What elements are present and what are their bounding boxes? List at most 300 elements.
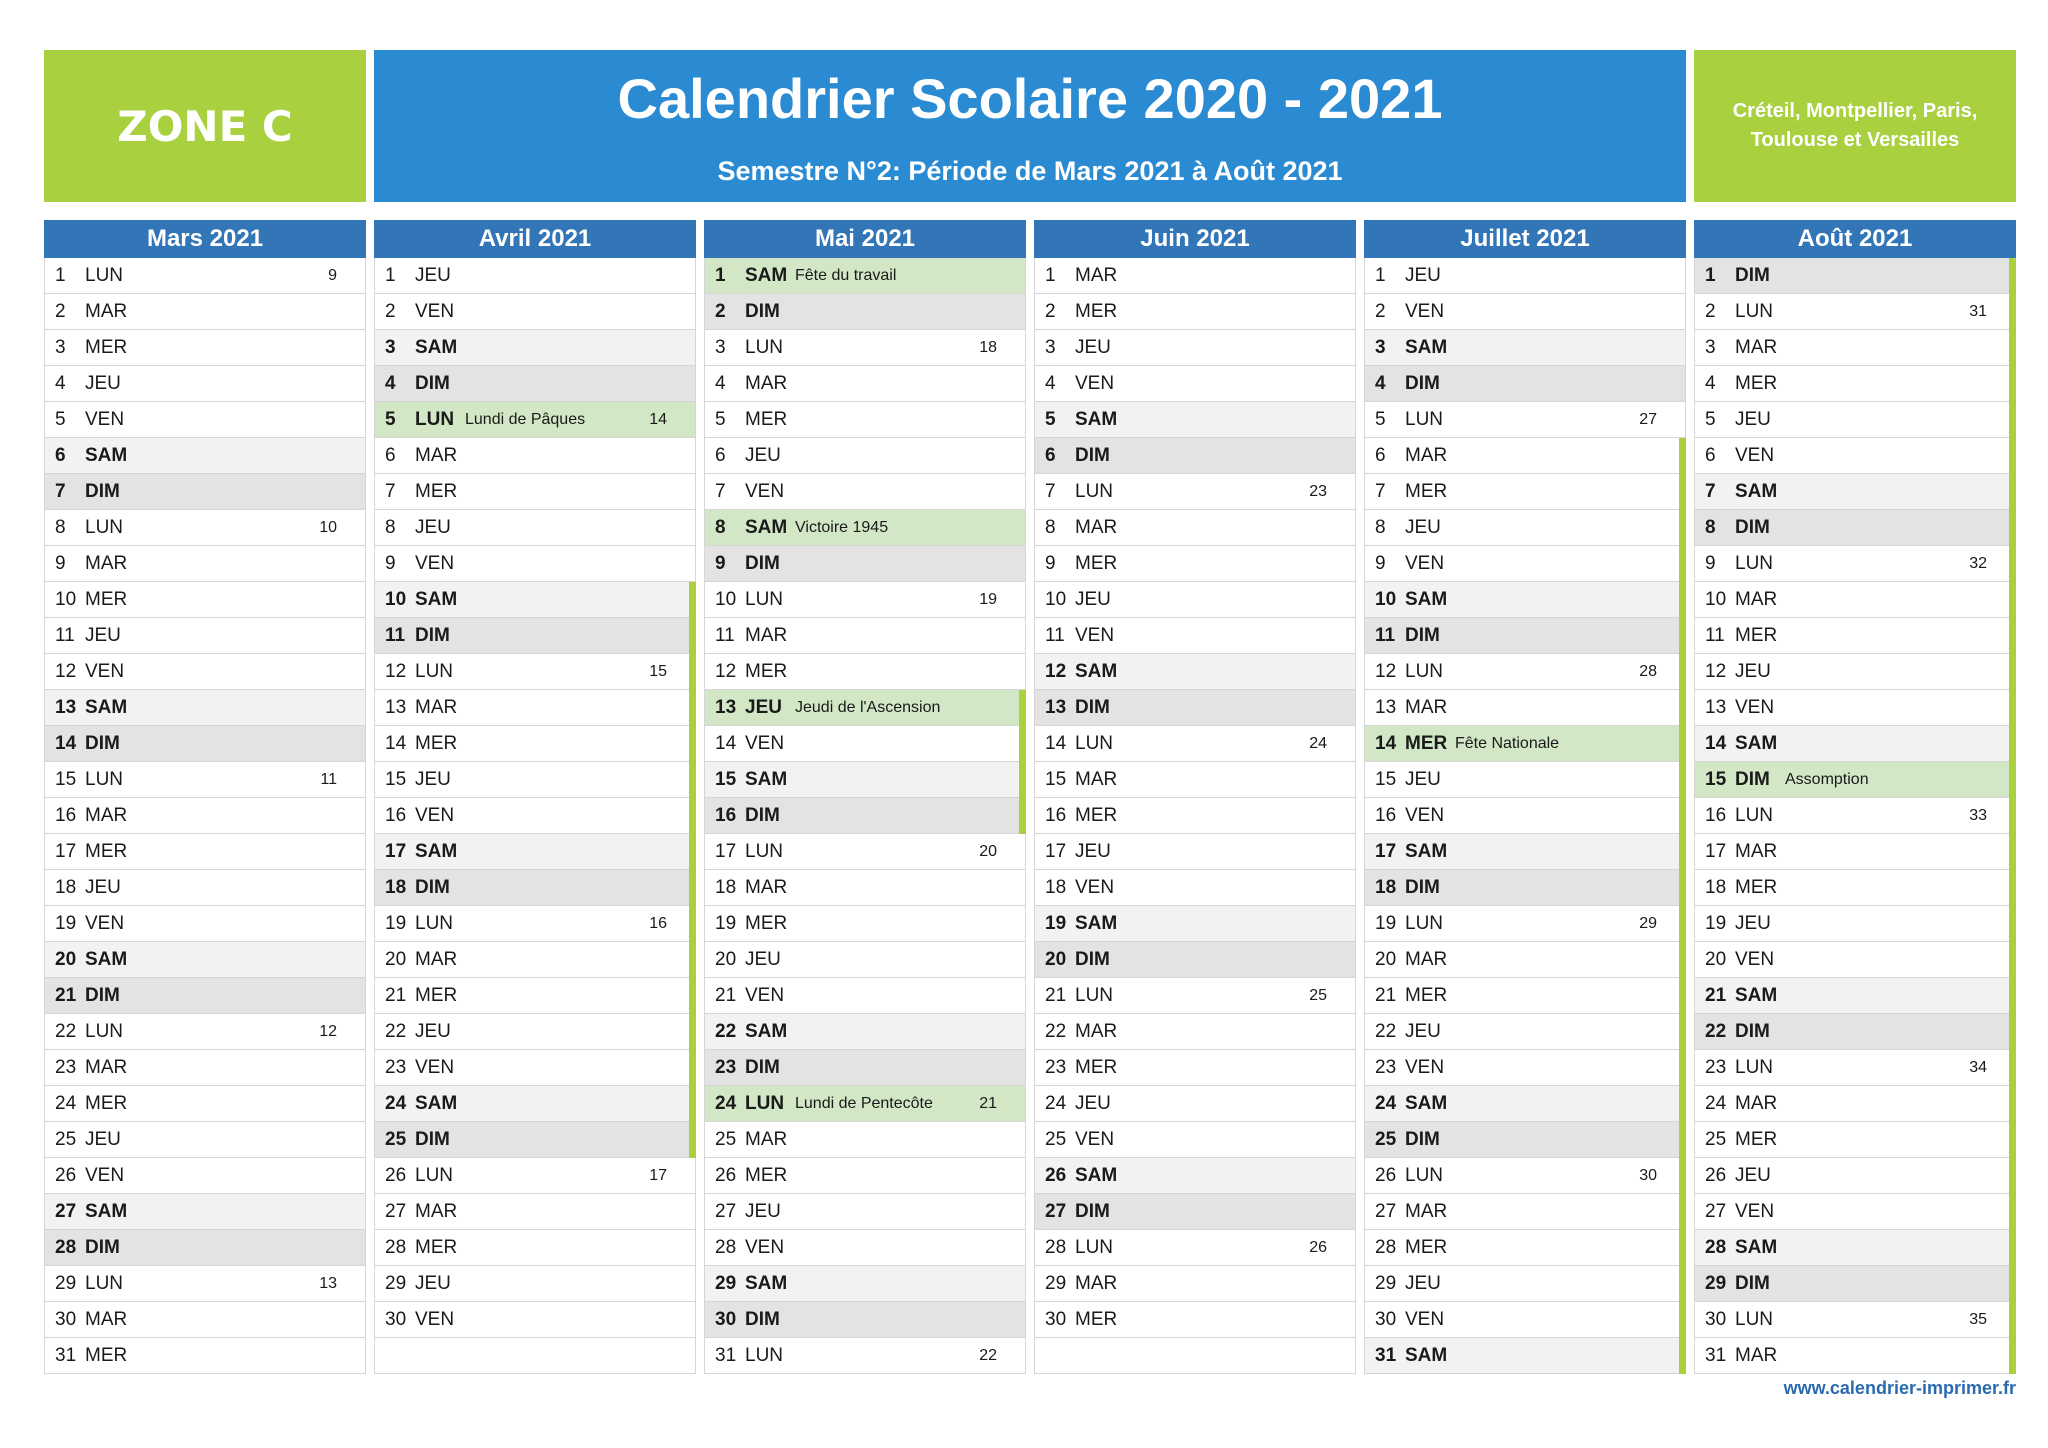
weekday-label: MER bbox=[85, 1345, 128, 1366]
day-row bbox=[1035, 402, 1355, 438]
day-number: 5 bbox=[1045, 409, 1056, 430]
day-row bbox=[375, 1230, 695, 1266]
week-number: 31 bbox=[1969, 303, 1987, 320]
day-number: 30 bbox=[385, 1309, 407, 1330]
day-number: 30 bbox=[1045, 1309, 1067, 1330]
weekday-label: SAM bbox=[415, 1093, 458, 1114]
month-column bbox=[1034, 220, 1356, 1374]
day-row bbox=[1035, 1158, 1355, 1194]
weekday-label: MAR bbox=[1735, 1093, 1778, 1114]
day-number: 16 bbox=[1045, 805, 1067, 826]
day-number: 5 bbox=[1375, 409, 1386, 430]
month-header: Août 2021 bbox=[1694, 220, 2016, 258]
weekday-label: MER bbox=[1075, 301, 1118, 322]
weekday-label: MAR bbox=[415, 1201, 458, 1222]
weekday-label: JEU bbox=[415, 1021, 451, 1042]
month-column bbox=[1694, 220, 2016, 1374]
weekday-label: SAM bbox=[85, 697, 128, 718]
day-row bbox=[1695, 870, 2015, 906]
day-number: 30 bbox=[55, 1309, 77, 1330]
day-row bbox=[1695, 942, 2015, 978]
weekday-label: MER bbox=[1735, 625, 1778, 646]
day-row bbox=[45, 1230, 365, 1266]
day-row bbox=[1035, 870, 1355, 906]
day-number: 14 bbox=[1375, 733, 1397, 754]
weekday-label: MER bbox=[415, 733, 458, 754]
day-row bbox=[45, 1338, 365, 1374]
weekday-label: VEN bbox=[1075, 373, 1115, 394]
month-header: Juillet 2021 bbox=[1364, 220, 1686, 258]
day-number: 21 bbox=[715, 985, 737, 1006]
day-number: 11 bbox=[55, 625, 75, 646]
weekday-label: DIM bbox=[745, 301, 780, 322]
day-row bbox=[1035, 474, 1355, 510]
weekday-label: SAM bbox=[415, 841, 458, 862]
day-number: 9 bbox=[715, 553, 726, 574]
weekday-label: MAR bbox=[1075, 1021, 1118, 1042]
day-number: 5 bbox=[385, 409, 396, 430]
day-row bbox=[45, 690, 365, 726]
holiday-label: Fête du travail bbox=[795, 267, 897, 284]
day-number: 19 bbox=[1375, 913, 1397, 934]
week-number: 12 bbox=[319, 1023, 337, 1040]
week-number: 14 bbox=[649, 411, 667, 428]
day-number: 12 bbox=[385, 661, 407, 682]
day-row bbox=[705, 402, 1025, 438]
day-number: 31 bbox=[1705, 1345, 1727, 1366]
day-row bbox=[1695, 978, 2015, 1014]
day-row bbox=[45, 1086, 365, 1122]
day-row bbox=[1695, 906, 2015, 942]
day-row bbox=[1035, 366, 1355, 402]
day-number: 16 bbox=[1375, 805, 1397, 826]
day-row bbox=[1365, 546, 1685, 582]
week-number: 27 bbox=[1639, 411, 1657, 428]
weekday-label: LUN bbox=[85, 769, 124, 790]
day-list bbox=[1034, 258, 1356, 1374]
day-row bbox=[375, 366, 695, 402]
day-row bbox=[375, 726, 695, 762]
day-row bbox=[375, 1050, 695, 1086]
weekday-label: DIM bbox=[1075, 1201, 1110, 1222]
day-row bbox=[375, 1014, 695, 1050]
weekday-label: SAM bbox=[415, 589, 458, 610]
weekday-label: DIM bbox=[1735, 769, 1770, 790]
day-number: 22 bbox=[55, 1021, 77, 1042]
weekday-label: MAR bbox=[1405, 1201, 1448, 1222]
day-row bbox=[1695, 1086, 2015, 1122]
weekday-label: SAM bbox=[745, 769, 788, 790]
day-list bbox=[1694, 258, 2016, 1374]
weekday-label: DIM bbox=[415, 373, 450, 394]
day-number: 21 bbox=[1705, 985, 1727, 1006]
week-number: 23 bbox=[1309, 483, 1327, 500]
day-number: 3 bbox=[1375, 337, 1386, 358]
day-number: 13 bbox=[385, 697, 407, 718]
weekday-label: DIM bbox=[85, 985, 120, 1006]
day-number: 4 bbox=[715, 373, 726, 394]
weekday-label: LUN bbox=[415, 1165, 454, 1186]
week-number: 34 bbox=[1969, 1059, 1987, 1076]
day-number: 9 bbox=[1705, 553, 1716, 574]
footer-url[interactable]: www.calendrier-imprimer.fr bbox=[1783, 1378, 2016, 1398]
weekday-label: VEN bbox=[1075, 1129, 1115, 1150]
day-row bbox=[375, 1194, 695, 1230]
day-number: 1 bbox=[1375, 265, 1386, 286]
day-row bbox=[1695, 294, 2015, 330]
day-row bbox=[705, 618, 1025, 654]
day-row bbox=[1695, 546, 2015, 582]
day-number: 29 bbox=[715, 1273, 737, 1294]
day-number: 24 bbox=[55, 1093, 77, 1114]
day-row bbox=[705, 726, 1025, 762]
day-row bbox=[1365, 618, 1685, 654]
day-row bbox=[45, 762, 365, 798]
day-row bbox=[1695, 834, 2015, 870]
day-number: 18 bbox=[1705, 877, 1727, 898]
day-row bbox=[1695, 510, 2015, 546]
day-number: 23 bbox=[385, 1057, 407, 1078]
day-row bbox=[1695, 1266, 2015, 1302]
weekday-label: SAM bbox=[1075, 1165, 1118, 1186]
day-row bbox=[1365, 402, 1685, 438]
holiday-label: Fête Nationale bbox=[1455, 735, 1560, 752]
day-number: 13 bbox=[55, 697, 77, 718]
day-number: 18 bbox=[385, 877, 407, 898]
weekday-label: JEU bbox=[745, 445, 781, 466]
day-row bbox=[45, 726, 365, 762]
weekday-label: DIM bbox=[1405, 1129, 1440, 1150]
day-number: 23 bbox=[1375, 1057, 1397, 1078]
weekday-label: JEU bbox=[1075, 589, 1111, 610]
weekday-label: MAR bbox=[85, 301, 128, 322]
weekday-label: DIM bbox=[745, 805, 780, 826]
day-number: 30 bbox=[1375, 1309, 1397, 1330]
day-row bbox=[1035, 258, 1355, 294]
weekday-label: MAR bbox=[1075, 769, 1118, 790]
day-row bbox=[375, 942, 695, 978]
weekday-label: DIM bbox=[415, 877, 450, 898]
weekday-label: LUN bbox=[745, 841, 784, 862]
weekday-label: DIM bbox=[745, 1309, 780, 1330]
day-row bbox=[45, 1014, 365, 1050]
day-row bbox=[1365, 1230, 1685, 1266]
day-row bbox=[705, 1122, 1025, 1158]
day-row bbox=[705, 762, 1025, 798]
day-number: 4 bbox=[1375, 373, 1386, 394]
weekday-label: MER bbox=[85, 589, 128, 610]
weekday-label: VEN bbox=[745, 481, 785, 502]
day-row bbox=[705, 798, 1025, 834]
weekday-label: LUN bbox=[745, 589, 784, 610]
day-number: 7 bbox=[55, 481, 66, 502]
day-row bbox=[1695, 1158, 2015, 1194]
day-number: 31 bbox=[1375, 1345, 1397, 1366]
weekday-label: MAR bbox=[1735, 841, 1778, 862]
weekday-label: JEU bbox=[415, 517, 451, 538]
week-number: 15 bbox=[649, 663, 667, 680]
day-number: 13 bbox=[1045, 697, 1067, 718]
day-number: 28 bbox=[715, 1237, 737, 1258]
day-number: 27 bbox=[1045, 1201, 1067, 1222]
day-row bbox=[1035, 510, 1355, 546]
day-number: 24 bbox=[385, 1093, 407, 1114]
day-list bbox=[374, 258, 696, 1374]
day-row bbox=[1035, 654, 1355, 690]
day-row bbox=[375, 654, 695, 690]
weekday-label: MAR bbox=[1405, 697, 1448, 718]
day-row bbox=[375, 1122, 695, 1158]
day-number: 18 bbox=[715, 877, 737, 898]
week-number: 29 bbox=[1639, 915, 1657, 932]
day-number: 22 bbox=[1045, 1021, 1067, 1042]
day-row bbox=[1365, 654, 1685, 690]
day-number: 12 bbox=[1705, 661, 1727, 682]
week-number: 22 bbox=[979, 1347, 997, 1364]
holiday-label: Assomption bbox=[1785, 771, 1869, 788]
day-number: 27 bbox=[55, 1201, 77, 1222]
day-row bbox=[1365, 510, 1685, 546]
day-row bbox=[705, 258, 1025, 294]
weekday-label: LUN bbox=[1735, 1309, 1774, 1330]
day-row bbox=[705, 870, 1025, 906]
day-number: 7 bbox=[1705, 481, 1716, 502]
day-number: 4 bbox=[1045, 373, 1056, 394]
day-number: 25 bbox=[715, 1129, 737, 1150]
weekday-label: DIM bbox=[1075, 445, 1110, 466]
day-number: 21 bbox=[55, 985, 77, 1006]
day-number: 2 bbox=[385, 301, 396, 322]
day-number: 12 bbox=[1375, 661, 1397, 682]
weekday-label: VEN bbox=[1075, 877, 1115, 898]
day-row bbox=[1365, 1158, 1685, 1194]
holiday-label: Lundi de Pentecôte bbox=[795, 1095, 933, 1112]
weekday-label: VEN bbox=[415, 301, 455, 322]
day-number: 25 bbox=[385, 1129, 407, 1150]
weekday-label: LUN bbox=[415, 409, 455, 430]
day-row bbox=[1365, 906, 1685, 942]
weekday-label: MER bbox=[745, 661, 788, 682]
day-number: 1 bbox=[715, 265, 726, 286]
weekday-label: SAM bbox=[1075, 661, 1118, 682]
month-column bbox=[1364, 220, 1686, 1374]
day-row bbox=[1365, 294, 1685, 330]
day-number: 19 bbox=[55, 913, 77, 934]
day-number: 12 bbox=[715, 661, 737, 682]
day-row bbox=[45, 1302, 365, 1338]
day-row bbox=[705, 438, 1025, 474]
holiday-label: Jeudi de l'Ascension bbox=[795, 699, 941, 716]
day-row bbox=[45, 510, 365, 546]
day-number: 26 bbox=[715, 1165, 737, 1186]
day-number: 16 bbox=[715, 805, 737, 826]
week-number: 21 bbox=[979, 1095, 997, 1112]
day-number: 19 bbox=[385, 913, 407, 934]
day-number: 23 bbox=[55, 1057, 77, 1078]
day-row bbox=[45, 366, 365, 402]
day-row bbox=[1035, 798, 1355, 834]
day-number: 11 bbox=[1375, 625, 1396, 646]
day-row bbox=[705, 906, 1025, 942]
day-row bbox=[1695, 438, 2015, 474]
day-number: 26 bbox=[1375, 1165, 1397, 1186]
header-banner bbox=[374, 50, 1686, 202]
weekday-label: JEU bbox=[1735, 661, 1771, 682]
day-number: 10 bbox=[1375, 589, 1397, 610]
day-number: 1 bbox=[385, 265, 396, 286]
day-row bbox=[375, 798, 695, 834]
day-number: 9 bbox=[385, 553, 396, 574]
day-number: 21 bbox=[1375, 985, 1397, 1006]
weekday-label: DIM bbox=[1405, 877, 1440, 898]
day-row bbox=[1035, 1050, 1355, 1086]
day-row bbox=[375, 438, 695, 474]
weekday-label: SAM bbox=[1735, 1237, 1778, 1258]
weekday-label: DIM bbox=[85, 733, 120, 754]
day-number: 18 bbox=[1375, 877, 1397, 898]
day-row bbox=[1695, 654, 2015, 690]
day-row bbox=[1035, 906, 1355, 942]
day-row bbox=[705, 546, 1025, 582]
day-number: 1 bbox=[55, 265, 66, 286]
day-list bbox=[704, 258, 1026, 1374]
day-number: 4 bbox=[55, 373, 66, 394]
day-number: 31 bbox=[55, 1345, 77, 1366]
weekday-label: MAR bbox=[85, 1057, 128, 1078]
day-row bbox=[705, 1230, 1025, 1266]
day-number: 26 bbox=[55, 1165, 77, 1186]
weekday-label: VEN bbox=[85, 913, 125, 934]
day-row bbox=[1035, 942, 1355, 978]
weekday-label: SAM bbox=[1075, 409, 1118, 430]
day-number: 22 bbox=[385, 1021, 407, 1042]
cities-label: Créteil, Montpellier, Paris, Toulouse et Versailles bbox=[1694, 50, 2016, 202]
day-number: 14 bbox=[55, 733, 77, 754]
day-number: 3 bbox=[1705, 337, 1716, 358]
month-column bbox=[44, 220, 366, 1374]
empty-row bbox=[1035, 1338, 1355, 1374]
week-number: 18 bbox=[979, 339, 997, 356]
day-number: 15 bbox=[1705, 769, 1727, 790]
day-number: 8 bbox=[1705, 517, 1716, 538]
day-number: 6 bbox=[55, 445, 66, 466]
holiday-label: Victoire 1945 bbox=[795, 519, 889, 536]
weekday-label: DIM bbox=[745, 553, 780, 574]
day-row bbox=[705, 1158, 1025, 1194]
day-number: 20 bbox=[715, 949, 737, 970]
weekday-label: LUN bbox=[85, 517, 124, 538]
weekday-label: LUN bbox=[85, 1273, 124, 1294]
weekday-label: JEU bbox=[1075, 337, 1111, 358]
day-number: 6 bbox=[715, 445, 726, 466]
day-row bbox=[1035, 582, 1355, 618]
weekday-label: DIM bbox=[1405, 373, 1440, 394]
day-number: 29 bbox=[1045, 1273, 1067, 1294]
day-row bbox=[1365, 1266, 1685, 1302]
weekday-label: MAR bbox=[745, 373, 788, 394]
day-number: 13 bbox=[1375, 697, 1397, 718]
weekday-label: MAR bbox=[1405, 445, 1448, 466]
weekday-label: JEU bbox=[1405, 1273, 1441, 1294]
day-row bbox=[375, 402, 695, 438]
weekday-label: MER bbox=[1735, 373, 1778, 394]
weekday-label: SAM bbox=[85, 1201, 128, 1222]
day-number: 28 bbox=[1045, 1237, 1067, 1258]
month-header: Mai 2021 bbox=[704, 220, 1026, 258]
day-row bbox=[45, 834, 365, 870]
day-number: 27 bbox=[715, 1201, 737, 1222]
day-number: 30 bbox=[715, 1309, 737, 1330]
day-number: 14 bbox=[385, 733, 407, 754]
day-row bbox=[375, 618, 695, 654]
day-row bbox=[1365, 834, 1685, 870]
weekday-label: MER bbox=[745, 409, 788, 430]
week-number: 32 bbox=[1969, 555, 1987, 572]
weekday-label: LUN bbox=[1735, 1057, 1774, 1078]
day-number: 29 bbox=[55, 1273, 77, 1294]
day-row bbox=[45, 870, 365, 906]
weekday-label: MER bbox=[1405, 985, 1448, 1006]
day-number: 27 bbox=[1375, 1201, 1397, 1222]
day-number: 14 bbox=[1045, 733, 1067, 754]
weekday-label: MER bbox=[415, 1237, 458, 1258]
weekday-label: MAR bbox=[745, 1129, 788, 1150]
weekday-label: MER bbox=[1405, 733, 1448, 754]
day-row bbox=[1365, 1086, 1685, 1122]
weekday-label: VEN bbox=[1405, 553, 1445, 574]
weekday-label: DIM bbox=[85, 481, 120, 502]
day-number: 12 bbox=[1045, 661, 1067, 682]
day-row bbox=[1365, 942, 1685, 978]
weekday-label: VEN bbox=[1735, 445, 1775, 466]
weekday-label: SAM bbox=[745, 1021, 788, 1042]
weekday-label: SAM bbox=[1735, 733, 1778, 754]
weekday-label: MAR bbox=[1075, 517, 1118, 538]
day-row bbox=[1365, 798, 1685, 834]
weekday-label: MER bbox=[1075, 553, 1118, 574]
day-row bbox=[375, 834, 695, 870]
weekday-label: MER bbox=[745, 913, 788, 934]
day-number: 13 bbox=[715, 697, 737, 718]
day-number: 7 bbox=[1045, 481, 1056, 502]
day-number: 7 bbox=[1375, 481, 1386, 502]
day-row bbox=[705, 1194, 1025, 1230]
day-row bbox=[1365, 330, 1685, 366]
weekday-label: VEN bbox=[415, 553, 455, 574]
weekday-label: LUN bbox=[1405, 1165, 1444, 1186]
weekday-label: SAM bbox=[1405, 1345, 1448, 1366]
weekday-label: MER bbox=[85, 1093, 128, 1114]
week-number: 20 bbox=[979, 843, 997, 860]
day-row bbox=[1695, 1014, 2015, 1050]
day-row bbox=[375, 1266, 695, 1302]
day-number: 9 bbox=[55, 553, 66, 574]
weekday-label: LUN bbox=[1735, 805, 1774, 826]
day-row bbox=[1695, 618, 2015, 654]
day-number: 19 bbox=[715, 913, 737, 934]
day-row bbox=[1365, 366, 1685, 402]
day-row bbox=[45, 474, 365, 510]
day-row bbox=[705, 1266, 1025, 1302]
day-row bbox=[1695, 690, 2015, 726]
weekday-label: JEU bbox=[415, 265, 451, 286]
day-row bbox=[375, 258, 695, 294]
weekday-label: LUN bbox=[415, 913, 454, 934]
day-row bbox=[705, 1086, 1025, 1122]
day-row bbox=[1035, 978, 1355, 1014]
day-number: 17 bbox=[715, 841, 737, 862]
weekday-label: MER bbox=[1735, 877, 1778, 898]
